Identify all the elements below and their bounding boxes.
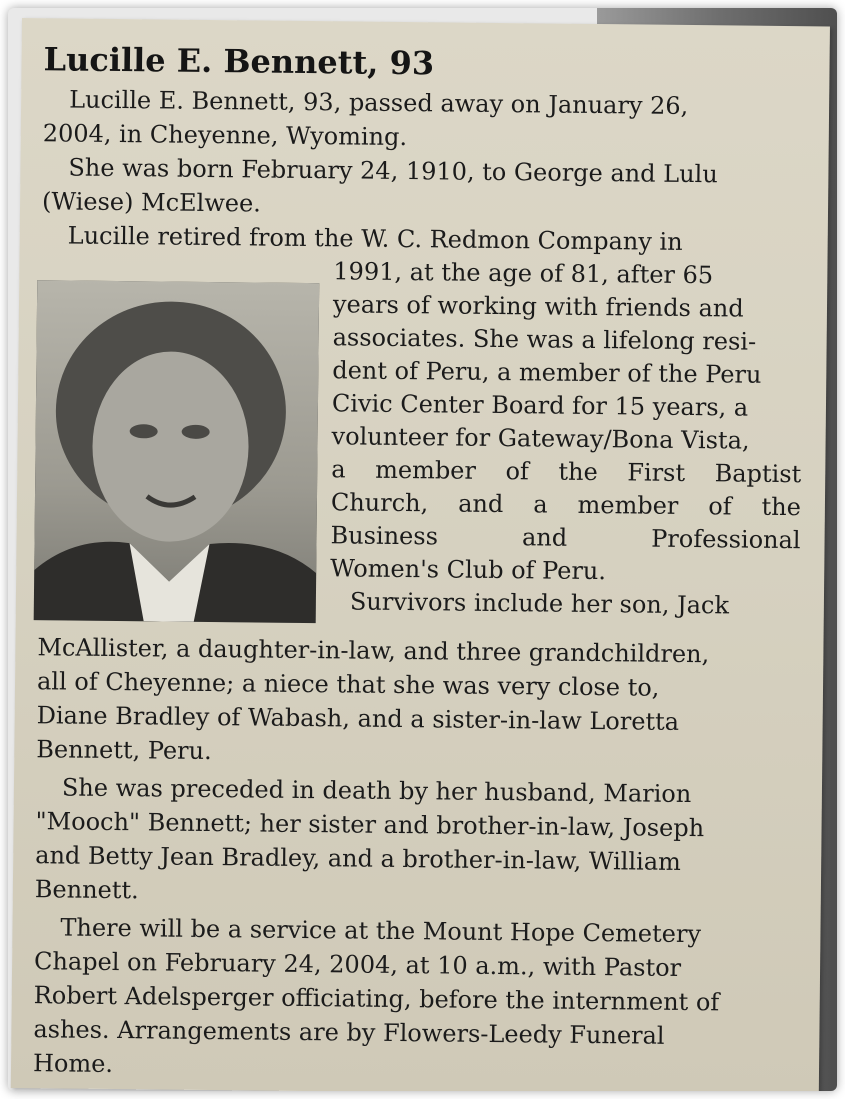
text-line: Lucille retired from the W. C. Redmon Company in: [67, 221, 683, 256]
text-line: dent of Peru, a member of the Peru: [332, 356, 762, 389]
obituary-headline: Lucille E. Bennett, 93: [43, 40, 435, 83]
portrait-photo: [34, 280, 320, 623]
paragraph-death: [43, 82, 804, 158]
text-line: associates. She was a lifelong resi-: [332, 323, 757, 356]
text-line: (Wiese) McElwee.: [41, 187, 262, 218]
text-line: Women's Club of Peru.: [330, 554, 607, 586]
text-line: Home.: [32, 1049, 114, 1079]
text-line: volunteer for Gateway/Bona Vista,: [331, 422, 750, 455]
text-line: There will be a service at the Mount Hope Cemetery: [60, 913, 702, 949]
text-line: Robert Adelsperger officiating, before the internment of: [33, 981, 720, 1017]
paragraph-preceded: [35, 770, 796, 914]
text-line: 1991, at the age of 81, after 65: [333, 257, 714, 290]
text-line: Business and Professional: [330, 521, 801, 555]
paragraph-birth: [42, 150, 803, 226]
text-line: Civic Center Board for 15 years, a: [331, 389, 749, 422]
text-line: Diane Bradley of Wabash, and a sister-in-law Loretta: [36, 701, 680, 736]
text-line: She was preceded in death by her husband, Marion: [61, 773, 692, 809]
portrait-icon: [34, 280, 320, 623]
text-line: McAllister, a daughter-in-law, and three grandchildren,: [37, 633, 710, 669]
text-line: and Betty Jean Bradley, and a brother-in-law, William: [35, 841, 682, 876]
text-line: Church, and a member of the: [330, 488, 802, 522]
paragraph-service: [33, 910, 795, 1088]
text-line: Bennett.: [34, 875, 139, 905]
paragraph-survivors: [36, 630, 797, 774]
wrapped-column: [330, 255, 804, 623]
photo-frame: [8, 8, 837, 1091]
text-line: 2004, in Cheyenne, Wyoming.: [42, 119, 408, 152]
text-line: Bennett, Peru.: [36, 735, 212, 766]
text-line: "Mooch" Bennett; her sister and brother-in-law, Joseph: [35, 807, 705, 843]
paragraph-career-start: [42, 218, 802, 260]
newspaper-clipping: [11, 18, 830, 1091]
text-line: Survivors include her son, Jack: [349, 587, 730, 620]
text-line: ashes. Arrangements are by Flowers-Leedy Funeral: [33, 1015, 665, 1050]
text-line: all of Cheyenne; a niece that she was very close to,: [36, 667, 660, 702]
text-line: She was born February 24, 1910, to George and Lulu: [68, 153, 718, 189]
text-line: Lucille E. Bennett, 93, passed away on January 26,: [69, 85, 689, 120]
text-line: Chapel on February 24, 2004, at 10 a.m., with Pastor: [33, 947, 682, 982]
text-line: years of working with friends and: [332, 290, 744, 323]
text-line: a member of the First Baptist: [331, 455, 802, 489]
